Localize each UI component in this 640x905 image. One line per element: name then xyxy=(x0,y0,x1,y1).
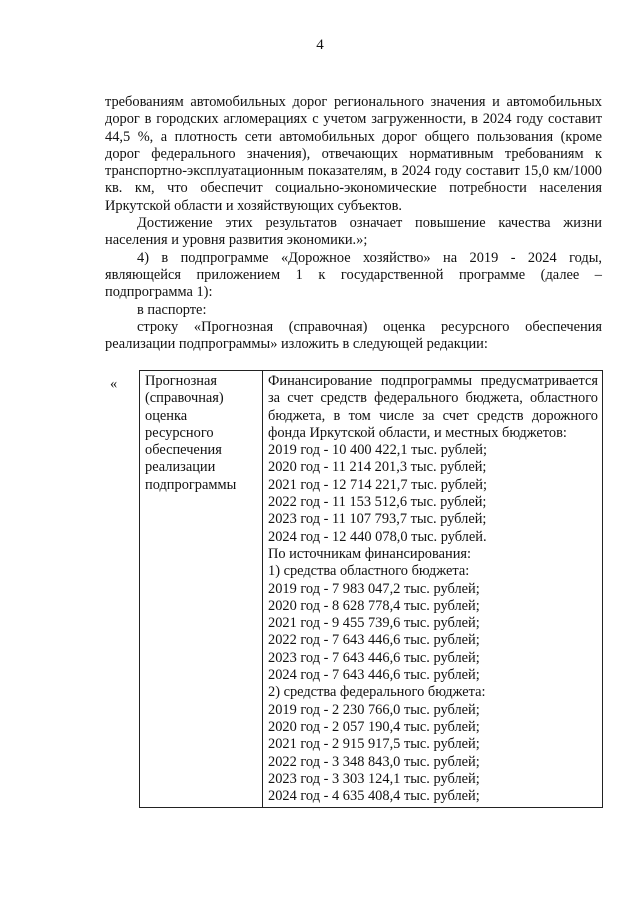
total-line: 2024 год - 12 440 078,0 тыс. рублей. xyxy=(268,528,487,545)
total-line: 2023 год - 11 107 793,7 тыс. рублей; xyxy=(268,511,487,528)
paragraph-row-edit: строку «Прогнозная (справочная) оценка ресурсного обеспечения реализации подпрограммы» изложить в следующей редакции: xyxy=(105,318,602,353)
label-line: реализации xyxy=(145,459,216,476)
paragraph-achievement: Достижение этих результатов означает повышение качества жизни населения и уровня развития экономики.»; xyxy=(105,215,602,249)
paragraph-subprogram: 4) в подпрограмме «Дорожное хозяйство» на 2019 - 2024 годы, являющейся приложением 1 к государственной программе (далее – подпрограмма 1): xyxy=(105,249,602,301)
federal-line: 2024 год - 4 635 408,4 тыс. рублей; xyxy=(268,788,480,805)
opening-quote-mark: « xyxy=(110,376,118,392)
document-body xyxy=(105,94,602,353)
federal-budget-heading: 2) средства федерального бюджета: xyxy=(268,684,486,701)
total-line: 2022 год - 11 153 512,6 тыс. рублей; xyxy=(268,494,487,511)
label-line: оценка xyxy=(145,407,188,424)
federal-line: 2022 год - 3 348 843,0 тыс. рублей; xyxy=(268,753,480,770)
federal-line: 2020 год - 2 057 190,4 тыс. рублей; xyxy=(268,718,480,735)
table-row xyxy=(140,371,603,808)
federal-line: 2021 год - 2 915 917,5 тыс. рублей; xyxy=(268,736,480,753)
sources-heading: По источникам финансирования: xyxy=(268,545,472,562)
regional-line: 2019 год - 7 983 047,2 тыс. рублей; xyxy=(268,580,480,597)
row-label-cell xyxy=(140,371,263,808)
regional-line: 2021 год - 9 455 739,6 тыс. рублей; xyxy=(268,615,480,632)
page-number: 4 xyxy=(316,37,324,53)
label-line: (справочная) xyxy=(145,390,224,407)
label-line: ресурсного xyxy=(145,424,214,441)
label-line: подпрограммы xyxy=(145,476,237,493)
label-line: обеспечения xyxy=(145,442,222,459)
funding-intro: Финансирование подпрограммы предусматривается за счет средств федерального бюджета, областного бюджета, в том числе за счет средств дорожного фонда Иркутской области, и местных бюджетов: xyxy=(268,373,598,441)
paragraph-passport: в паспорте: xyxy=(137,301,207,318)
total-line: 2019 год - 10 400 422,1 тыс. рублей; xyxy=(268,442,487,459)
passport-table xyxy=(139,370,603,808)
regional-budget-heading: 1) средства областного бюджета: xyxy=(268,563,470,580)
federal-line: 2019 год - 2 230 766,0 тыс. рублей; xyxy=(268,701,480,718)
total-line: 2021 год - 12 714 221,7 тыс. рублей; xyxy=(268,476,487,493)
regional-line: 2022 год - 7 643 446,6 тыс. рублей; xyxy=(268,632,480,649)
paragraph-results: требованиям автомобильных дорог регионального значения и автомобильных дорог в городских агломерациях с учетом загруженности, в 2024 году составит 44,5 %, а плотность сети автомобильных дорог общего пользования (кроме дорог федерального значения), отвечающих нормативным требованиям к транспортно-эксплуатационным показателям, в 2024 году составит 15,0 км/1000 кв. км, что обеспечит социально-экономические потребности населения Иркутской области и хозяйствующих субъектов. xyxy=(105,94,602,214)
regional-line: 2023 год - 7 643 446,6 тыс. рублей; xyxy=(268,649,480,666)
regional-line: 2024 год - 7 643 446,6 тыс. рублей; xyxy=(268,667,480,684)
row-value-cell xyxy=(263,371,603,808)
regional-line: 2020 год - 8 628 778,4 тыс. рублей; xyxy=(268,597,480,614)
total-line: 2020 год - 11 214 201,3 тыс. рублей; xyxy=(268,459,487,476)
federal-line: 2023 год - 3 303 124,1 тыс. рублей; xyxy=(268,770,480,787)
label-line: Прогнозная xyxy=(145,373,217,389)
